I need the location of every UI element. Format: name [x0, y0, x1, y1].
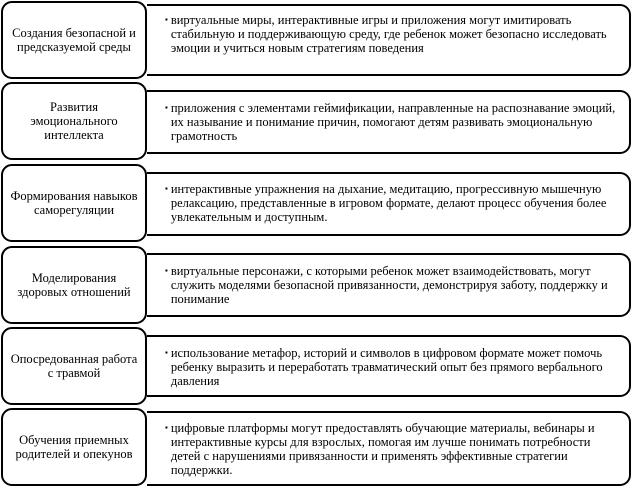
category-label: Формирования навыков саморегуляции	[10, 189, 138, 217]
category-label: Создания безопасной и предсказуемой среды	[12, 26, 136, 54]
category-box	[1, 82, 147, 160]
description-box	[147, 411, 631, 486]
category-box	[1, 164, 147, 242]
bullet-icon: ▪	[165, 348, 168, 357]
category-label: Опосредованная работа с травмой	[10, 352, 138, 380]
description-box	[147, 335, 631, 397]
bullet-icon: ▪	[165, 184, 168, 193]
category-box	[1, 408, 147, 486]
description-text: цифровые платформы могут предоставлять обучающие материалы, вебинары и интерактивные курсы для взрослых, помогая им лучше понимать потребности детей с нарушениями привязанности и применять эффективные стратегии поддержки.	[170, 421, 595, 477]
description-text: использование метафор, историй и символов в цифровом формате может помочь ребенку выразить и переработать травматический опыт без прямого вербального давления	[170, 346, 603, 388]
bullet-icon: ▪	[165, 103, 168, 112]
description-text: интерактивные упражнения на дыхание, медитацию, прогрессивную мышечную релаксацию, представленные в игровом формате, делают процесс обучения более увлекательным и доступным.	[170, 182, 607, 224]
description-text: виртуальные миры, интерактивные игры и приложения могут имитировать стабильную и поддерживающую среду, где ребенок может безопасно исследовать эмоции и учиться новым стратегиям поведения	[170, 13, 607, 55]
category-box	[1, 327, 147, 405]
description-text: виртуальные персонажи, с которыми ребенок может взаимодействовать, могут служить моделями безопасной привязанности, демонстрируя заботу, поддержку и понимание	[170, 264, 608, 306]
bullet-icon: ▪	[165, 423, 168, 432]
category-label: Обучения приемных родителей и опекунов	[15, 433, 133, 461]
description-box	[147, 90, 631, 154]
description-box	[147, 172, 631, 236]
description-text: приложения с элементами геймификации, направленные на распознавание эмоций, их называние и понимание причин, помогают детям развивать эмоциональную грамотность	[170, 101, 616, 143]
category-box	[1, 1, 147, 79]
description-box	[147, 4, 631, 76]
category-label: Моделирования здоровых отношений	[17, 271, 131, 299]
bullet-icon: ▪	[165, 266, 168, 275]
category-box	[1, 246, 147, 324]
bullet-icon: ▪	[165, 15, 168, 24]
description-box	[147, 253, 631, 317]
category-label: Развития эмоционального интеллекта	[30, 100, 118, 142]
